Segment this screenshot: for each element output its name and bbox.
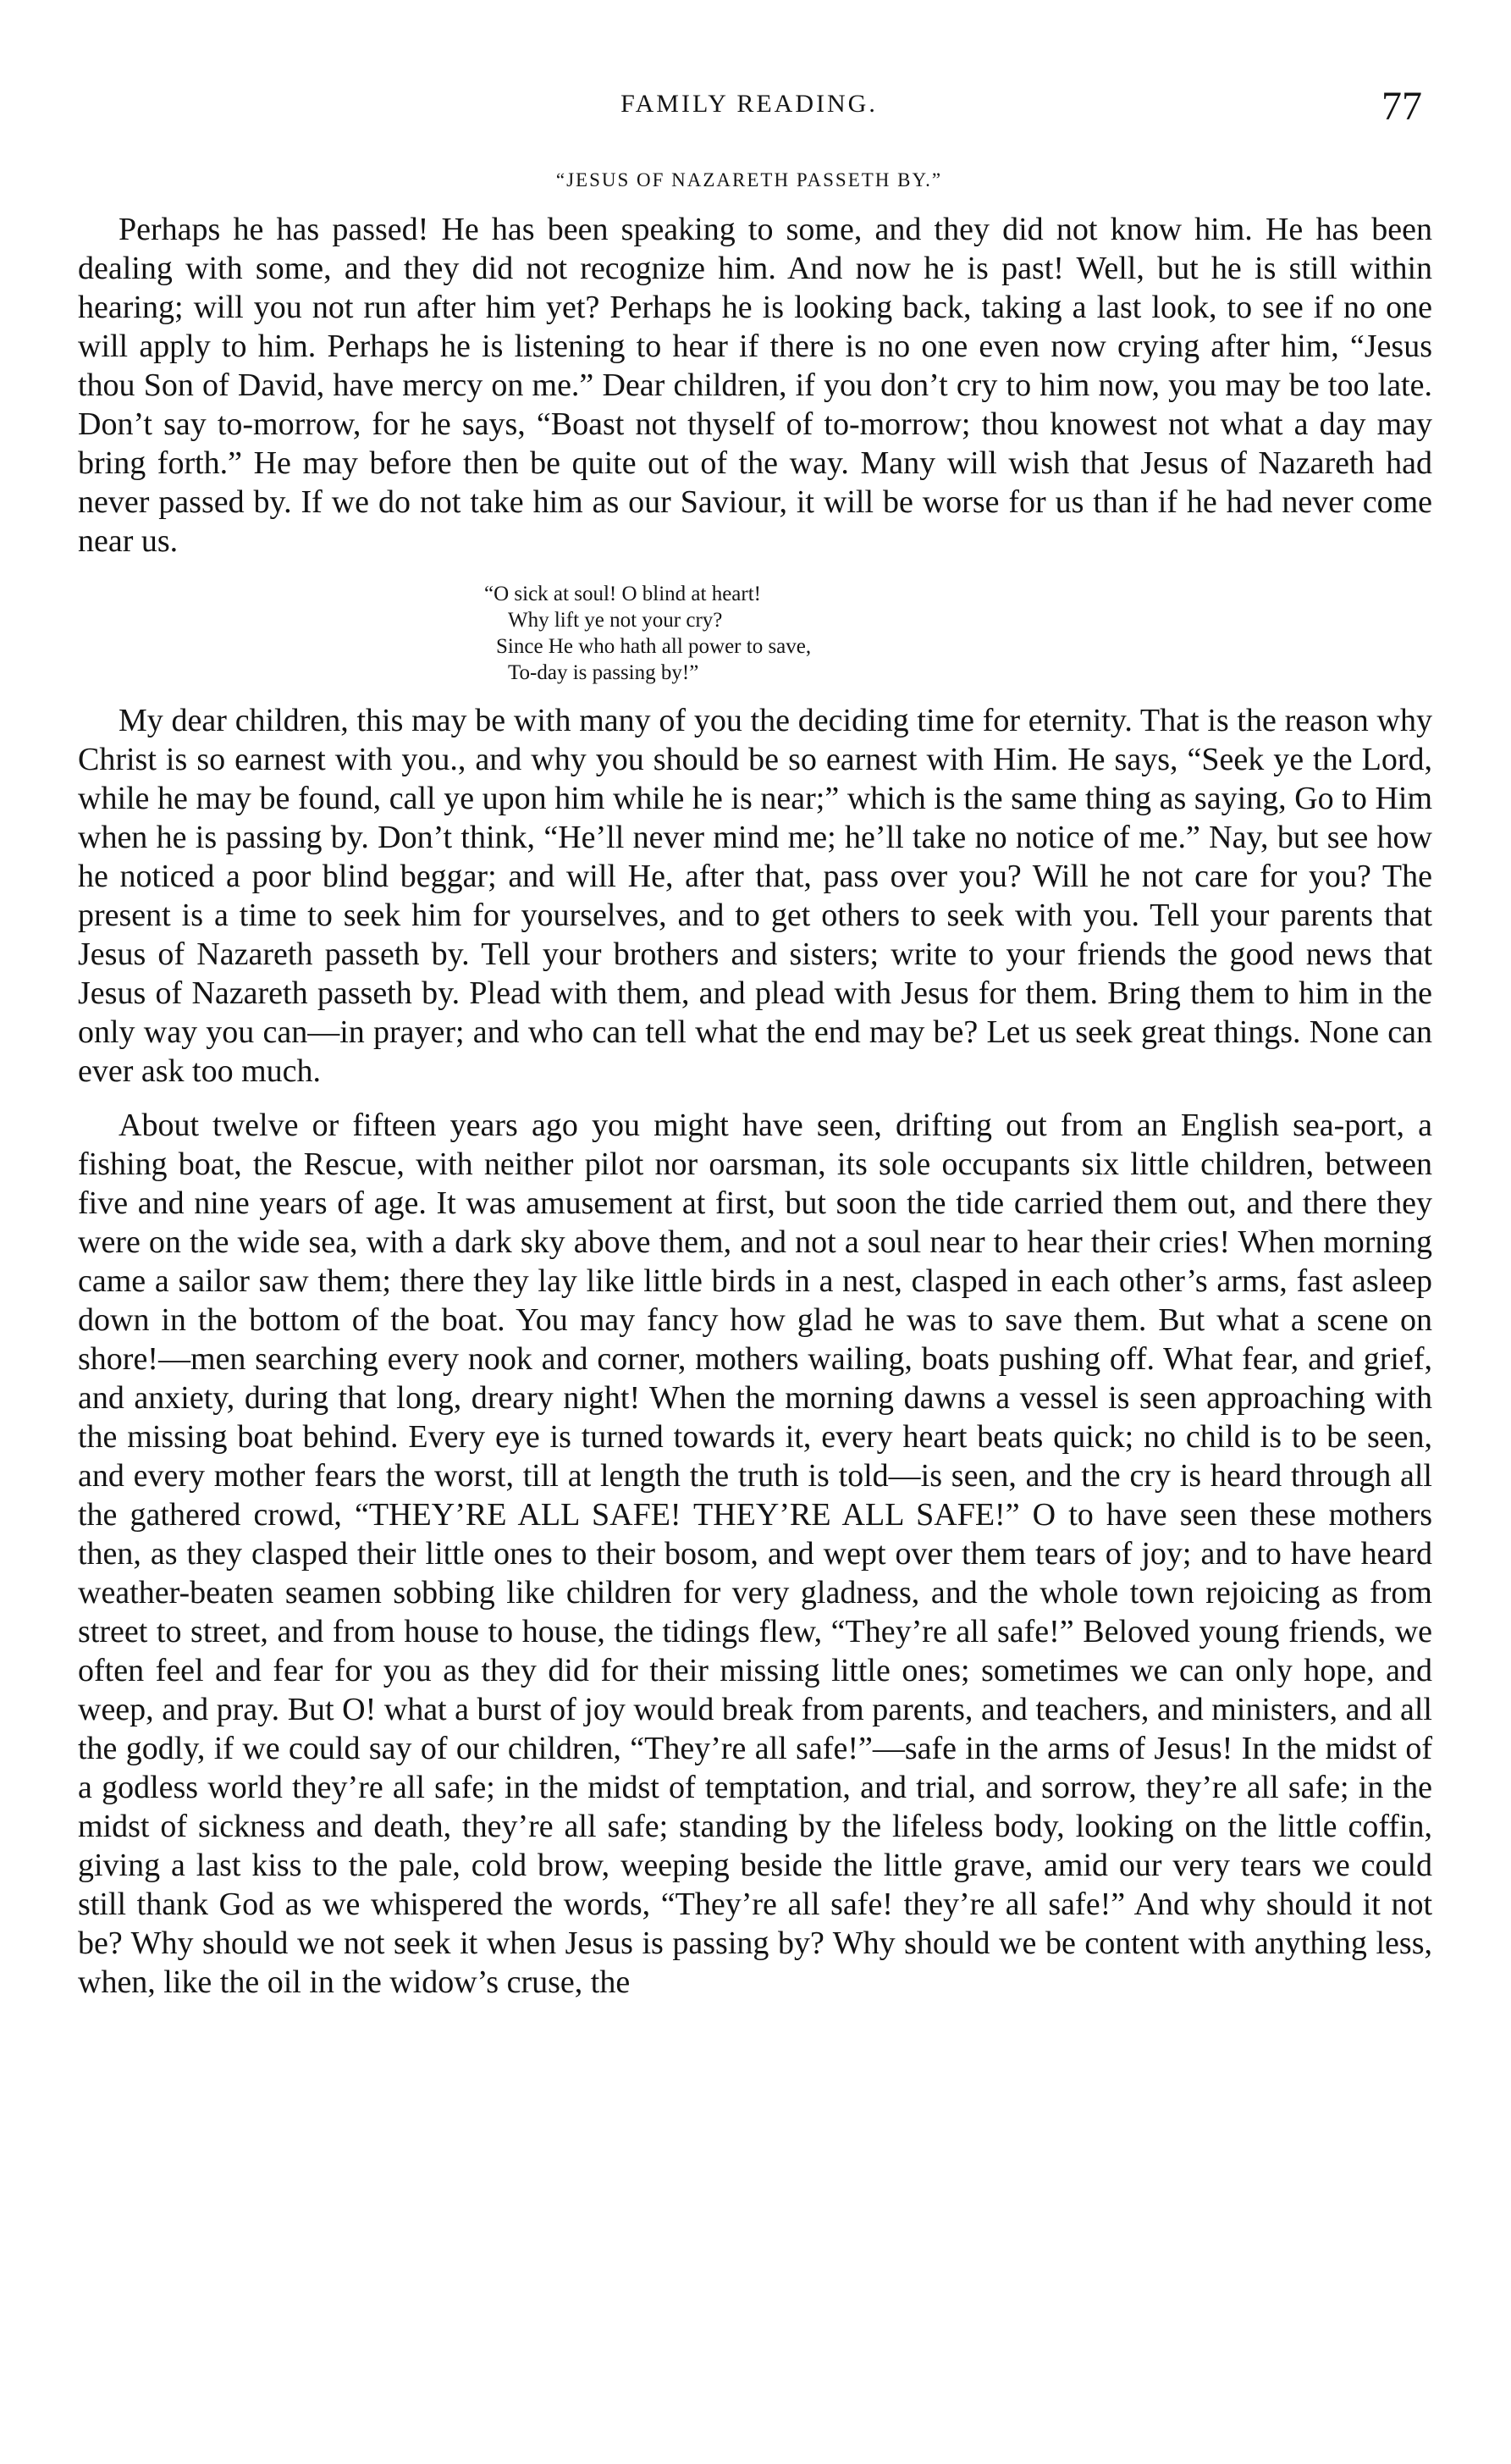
poem-line-1: “O sick at soul! O blind at heart!: [484, 583, 761, 605]
poem-line-3: Since He who hath all power to save,: [496, 635, 812, 658]
poem-stanza: [78, 581, 1432, 686]
paragraph-2: My dear children, this may be with many of you the deciding time for eternity. That is the reason why Christ is so earnest with you., and why you should be so earnest with Him. He says, “Seek ye the Lord, while he may be found, call ye upon him while he is near;” which is the same thing as saying, Go to Him when he is passing by. Don’t think, “He’ll never mind me; he’ll take no notice of me.” Nay, but see how he noticed a poor blind beggar; and will He, after that, pass over you? Will he not care for you? The present is a time to seek him for yourselves, and to get others to seek with you. Tell your parents that Jesus of Nazareth passeth by. Tell your brothers and sisters; write to your friends the good news that Jesus of Nazareth passeth by. Plead with them, and plead with Jesus for them. Bring them to him in the only way you can—in prayer; and who can tell what the end may be? Let us seek great things. None can ever ask too much.: [78, 703, 1432, 1089]
running-head-title: FAMILY READING.: [620, 90, 878, 118]
poem-line-4: To-day is passing by!”: [508, 661, 699, 684]
running-head: [76, 83, 1422, 134]
paragraph-3: About twelve or fifteen years ago you might have seen, drifting out from an English sea-port, a fishing boat, the Rescue, with neither pilot nor oarsman, its sole occupants six little children, between five and nine years of age. It was amusement at first, but soon the tide carried them out, and there they were on the wide sea, with a dark sky above them, and not a soul near to hear their cries! When morning came a sailor saw them; there they lay like little birds in a nest, clasped in each other’s arms, fast asleep down in the bottom of the boat. You may fancy how glad he was to save them. But what a scene on shore!—men searching every nook and corner, mothers wailing, boats pushing off. What fear, and grief, and anxiety, during that long, dreary night! When the morning dawns a vessel is seen approaching with the missing boat behind. Every eye is turned towards it, every heart beats quick; no child is to be seen, and every mother fears the worst, till at length the truth is told—is seen, and the cry is heard through all the gathered crowd, “THEY’RE ALL SAFE! THEY’RE ALL SAFE!” O to have seen these mothers then, as they clasped their little ones to their bosom, and wept over them tears of joy; and to have heard weather-beaten seamen sobbing like children for very gladness, and the whole town rejoicing as from street to street, and from house to house, the tidings flew, “They’re all safe!” Beloved young friends, we often feel and fear for you as they did for their missing little ones; sometimes we can only hope, and weep, and pray. But O! what a burst of joy would break from parents, and teachers, and ministers, and all the godly, if we could say of our children, “They’re all safe!”—safe in the arms of Jesus! In the midst of a godless world they’re all safe; in the midst of temptation, and trial, and sorrow, they’re all safe; in the midst of sickness and death, they’re all safe; standing by the lifeless body, looking on the little coffin, giving a last kiss to the pale, cold brow, weeping beside the little grave, amid our very tears we could still thank God as we whispered the words, “They’re all safe! they’re all safe!” And why should it not be? Why should we not seek it when Jesus is passing by? Why should we be content with anything less, when, like the oil in the widow’s cruse, the: [78, 1108, 1432, 2000]
body-text: [78, 210, 1432, 2002]
page-number: 77: [1381, 84, 1422, 129]
article-title: “JESUS OF NAZARETH PASSETH BY.”: [555, 169, 943, 191]
paragraph-1: Perhaps he has passed! He has been speaking to some, and they did not know him. He has been dealing with some, and they did not recognize him. And now he is past! Well, but he is still within hearing; will you not run after him yet? Perhaps he is looking back, taking a last look, to see if no one will apply to him. Perhaps he is listening to hear if there is no one even now crying after him, “Jesus thou Son of David, have mercy on me.” Dear children, if you don’t cry to him now, you may be too late. Don’t say to-morrow, for he says, “Boast not thyself of to-morrow; thou knowest not what a day may bring forth.” He may before then be quite out of the way. Many will wish that Jesus of Nazareth had never passed by. If we do not take him as our Saviour, it will be worse for us than if he had never come near us.: [78, 212, 1432, 559]
poem-line-2: Why lift ye not your cry?: [508, 609, 723, 632]
